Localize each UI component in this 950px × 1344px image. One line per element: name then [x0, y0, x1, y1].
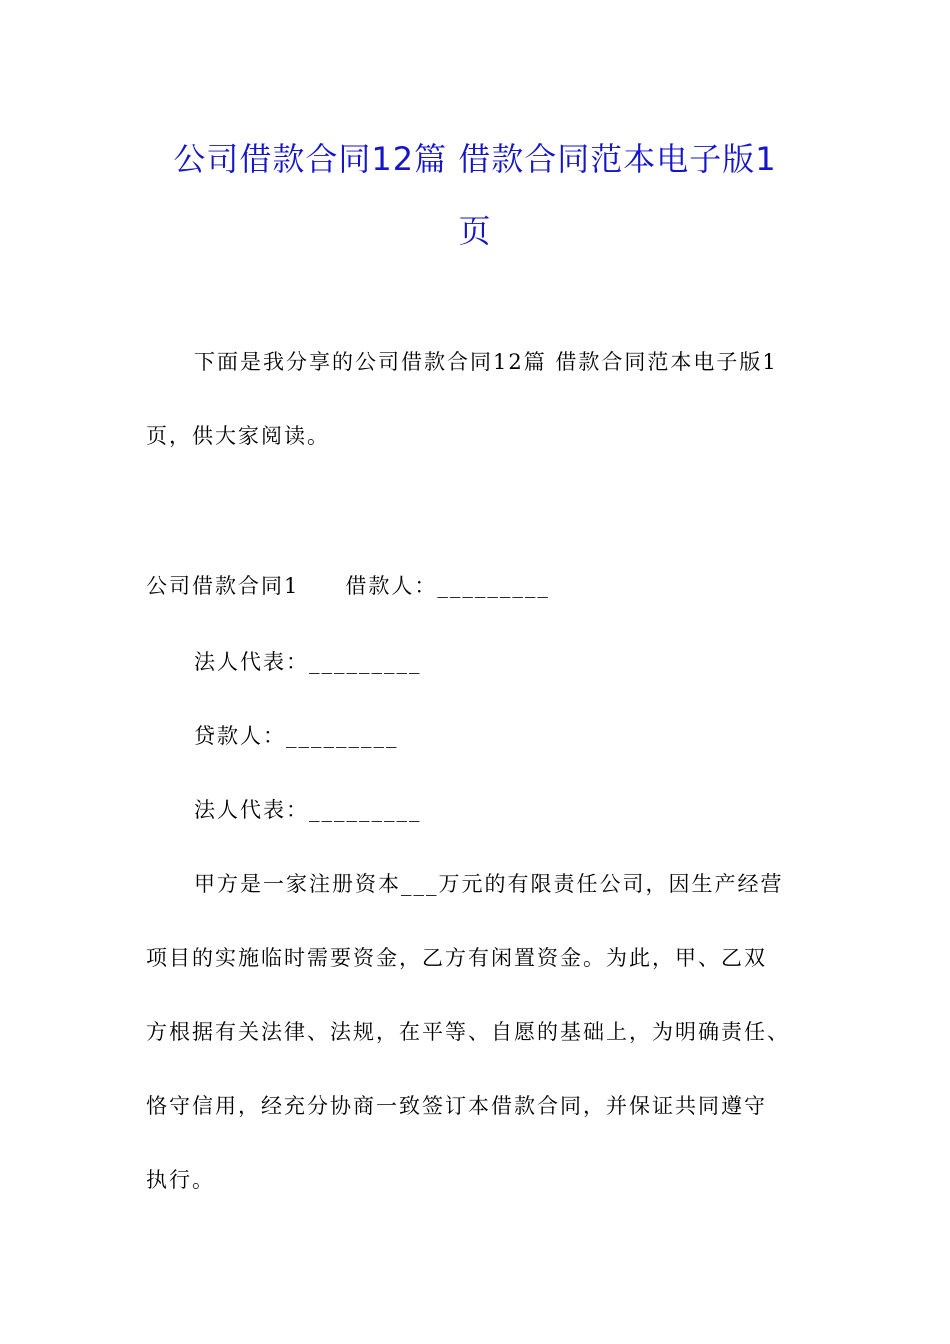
body-paragraph-line: 甲方是一家注册资本___万元的有限责任公司，因生产经营	[194, 872, 784, 896]
body-paragraph-line: 执行。	[146, 1168, 215, 1192]
document-title-continued: 页	[458, 212, 492, 250]
contract-heading-borrower: 公司借款合同1 借款人：_________	[146, 574, 550, 598]
lender-field: 贷款人：_________	[194, 724, 399, 748]
body-paragraph-line: 项目的实施临时需要资金，乙方有闲置资金。为此，甲、乙双	[146, 946, 767, 970]
body-paragraph-line: 恪守信用，经充分协商一致签订本借款合同，并保证共同遵守	[146, 1094, 767, 1118]
body-paragraph-line: 方根据有关法律、法规，在平等、自愿的基础上，为明确责任、	[146, 1020, 790, 1044]
legal-representative-lender: 法人代表：_________	[194, 798, 422, 822]
intro-paragraph-continued: 页，供大家阅读。	[146, 424, 330, 448]
intro-paragraph: 下面是我分享的公司借款合同12篇 借款合同范本电子版1	[194, 350, 778, 374]
legal-representative-borrower: 法人代表：_________	[194, 650, 422, 674]
document-title: 公司借款合同12篇 借款合同范本电子版1	[173, 140, 777, 178]
